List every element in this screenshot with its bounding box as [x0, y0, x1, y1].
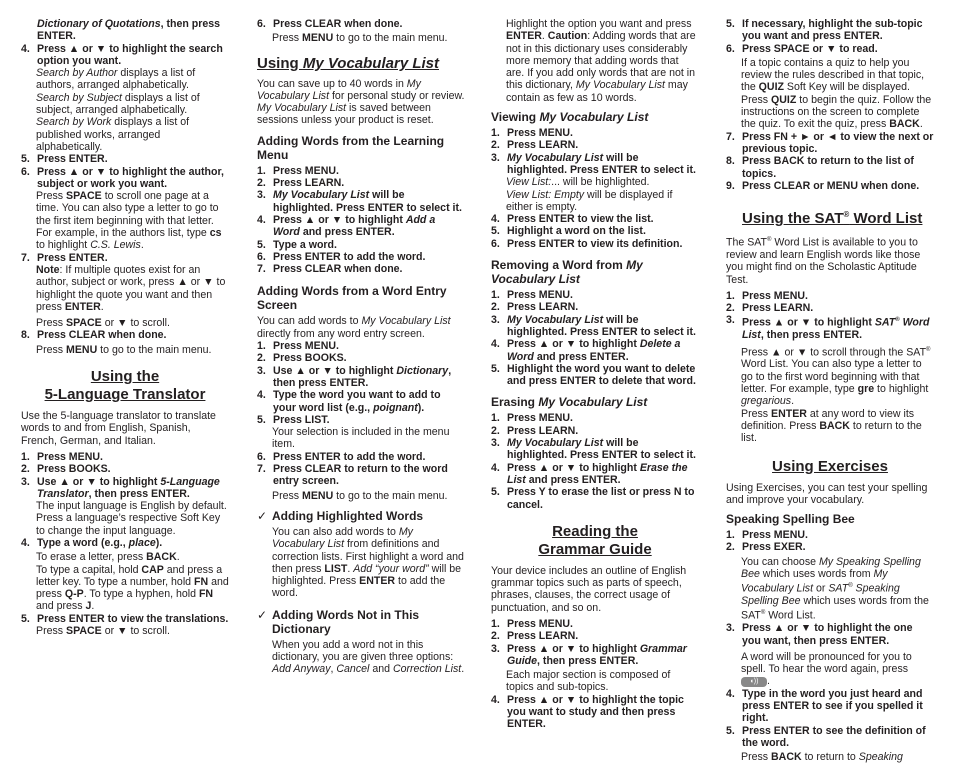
- exercise-step-1: 1. Press MENU.: [726, 529, 808, 542]
- entry-step-7: 7. Press CLEAR to return to the word entry screen.: [257, 463, 448, 488]
- step-6-detail: Press MENU to go to the main menu.: [272, 32, 448, 45]
- words-not-in-dictionary-text: When you add a word not in this dictionary, you are given three options: Add Anyway, Cancel and Correction List.: [272, 638, 465, 676]
- remove-step-1: 1. Press MENU.: [491, 289, 573, 302]
- grammar-step-2: 2. Press LEARN.: [491, 630, 579, 643]
- column-2: [257, 18, 465, 676]
- subheading-learning-menu: Adding Words from the Learning Menu: [257, 133, 445, 162]
- learn-step-1: 1. Press MENU.: [257, 164, 339, 177]
- caution-text: Highlight the option you want and press ENTER. Caution: Adding words that are not in this dictionary uses considerably more memory that adding words that are. If you add only words that are not in this dictionary, My Vocabulary List may contain as few as 10 words.: [506, 18, 696, 104]
- entry-step-7-detail: Press MENU to go to the main menu.: [272, 489, 448, 502]
- sat-step-2: 2. Press LEARN.: [726, 302, 814, 315]
- view-step-5: 5. Highlight a word on the list.: [491, 225, 646, 238]
- exercise-step-5-detail: Press BACK to return to Speaking: [741, 751, 903, 764]
- step-8: 8. Press CLEAR when done.: [21, 329, 167, 342]
- speaker-button-icon: ◖)): [741, 677, 767, 687]
- view-step-3: 3. My Vocabulary List will be highlighted. Press ENTER to select it.: [491, 151, 696, 176]
- learn-step-5: 5. Type a word.: [257, 238, 337, 251]
- remove-step-4: 4. Press ▲ or ▼ to highlight Delete a Word and press ENTER.: [491, 338, 681, 363]
- erase-step-4: 4. Press ▲ or ▼ to highlight Erase the List and press ENTER.: [491, 461, 688, 486]
- subheading-highlighted-words: ✓ Adding Highlighted Words: [257, 508, 424, 523]
- column-3: [491, 18, 699, 731]
- erase-step-2: 2. Press LEARN.: [491, 424, 579, 437]
- subheading-removing: Removing a Word from My Vocabulary List: [491, 258, 643, 287]
- translator-intro: Use the 5-language translator to translate words to and from English, Spanish, French, German, and Italian.: [21, 410, 216, 447]
- entry-step-1: 1. Press MENU.: [257, 340, 339, 353]
- step-8-detail: Press MENU to go to the main menu.: [36, 343, 212, 356]
- erase-step-3: 3. My Vocabulary List will be highlighted. Press ENTER to select it.: [491, 437, 696, 462]
- step-5: 5. Press ENTER.: [21, 153, 108, 166]
- view-step-4: 4. Press ENTER to view the list.: [491, 213, 654, 226]
- subheading-spelling-bee: Speaking Spelling Bee: [726, 512, 855, 527]
- grammar-step-5: 5. If necessary, highlight the sub-topic you want and press ENTER.: [726, 18, 923, 43]
- step-6-detail: Press SPACE to scroll one page at a time. You can also type a letter to go to the first item beginning with that letter. For example, in the authors list, type cs to highlight C.S. Lewis.: [36, 190, 222, 252]
- learn-step-7: 7. Press CLEAR when done.: [257, 263, 403, 276]
- grammar-step-6: 6. Press SPACE or ▼ to read.: [726, 42, 878, 55]
- exercise-step-4: 4. Type in the word you just heard and press ENTER to see if you spelled it right.: [726, 687, 923, 725]
- view-step-6: 6. Press ENTER to view its definition.: [491, 237, 683, 250]
- sat-step-1: 1. Press MENU.: [726, 289, 808, 302]
- exercise-step-5: 5. Press ENTER to see the definition of the word.: [726, 724, 926, 749]
- column-1: [21, 18, 229, 637]
- section-heading-translator: Using the 5-Language Translator: [44, 368, 206, 404]
- exercise-step-2-detail: You can choose My Speaking Spelling Bee which uses words from My Vocabulary List or SAT® Speaking Spelling Bee which uses words from the SAT® Word List.: [741, 555, 929, 622]
- entry-step-5-detail: Your selection is included in the menu item.: [272, 426, 450, 451]
- section-heading-sat: Using the SAT® Word List: [742, 210, 923, 228]
- exercise-step-3-detail: A word will be pronounced for you to spell. To hear the word again, press ◖)) .: [741, 650, 912, 688]
- vocab-list-intro: You can save up to 40 words in My Vocabulary List for personal study or review. My Vocabulary List is saved between sessions unless your product is reset.: [257, 77, 465, 127]
- view-step-2: 2. Press LEARN.: [491, 139, 579, 152]
- remove-step-5: 5. Highlight the word you want to delete and press ENTER to delete that word.: [491, 362, 696, 388]
- grammar-intro: Your device includes an outline of English grammar topics such as parts of speech, phrases, clauses, the correct usage of punctuation, and so on.: [491, 564, 687, 614]
- step-6: 6. Press CLEAR when done.: [257, 18, 403, 30]
- sat-step-3-detail: Press ▲ or ▼ to scroll through the SAT® Word List. You can also type a letter to go to the first word beginning with that letter. For example, type gre to highlight gregarious.: [741, 346, 931, 408]
- learn-step-4: 4. Press ▲ or ▼ to highlight Add a Word and press ENTER.: [257, 213, 436, 239]
- translator-step-4-detail: To erase a letter, press BACK.: [36, 551, 180, 564]
- entry-step-6: 6. Press ENTER to add the word.: [257, 450, 426, 463]
- sat-step-3-detail: Press ENTER at any word to view its definition. Press BACK to return to the list.: [741, 407, 922, 445]
- learn-step-2: 2. Press LEARN.: [257, 177, 345, 190]
- grammar-step-9: 9. Press CLEAR or MENU when done.: [726, 179, 920, 192]
- step-7: 7. Press ENTER.: [21, 251, 108, 264]
- exercise-step-3: 3. Press ▲ or ▼ to highlight the one you want, then press ENTER.: [726, 622, 913, 647]
- section-heading-vocab-list: Using My Vocabulary List: [257, 54, 439, 72]
- translator-step-1: 1. Press MENU.: [21, 450, 103, 463]
- view-step-3-detail: View List: Empty will be displayed if either is empty.: [506, 188, 673, 213]
- entry-step-3: 3. Use ▲ or ▼ to highlight Dictionary, then press ENTER.: [257, 364, 452, 389]
- exercises-intro: Using Exercises, you can test your spelling and improve your vocabulary.: [726, 481, 928, 506]
- translator-step-3: 3. Use ▲ or ▼ to highlight 5-Language Translator, then press ENTER.: [21, 475, 220, 500]
- continued-step: Dictionary of Quotations, then press ENTER.: [37, 18, 221, 43]
- erase-step-5: 5. Press Y to erase the list or press N to cancel.: [491, 486, 695, 511]
- entry-step-4: 4. Type the word you want to add to your word list (e.g., poignant).: [257, 389, 441, 414]
- step-4: 4. Press ▲ or ▼ to highlight the search option you want.: [21, 42, 223, 67]
- step-7-note: Note: If multiple quotes exist for an author, subject or work, press ▲ or ▼ to highlight the quote you want and then press ENTER.: [36, 263, 226, 313]
- translator-step-2: 2. Press BOOKS.: [21, 463, 111, 476]
- translator-step-5: 5. Press ENTER to view the translations.: [21, 612, 229, 625]
- grammar-step-7: 7. Press FN + ► or ◄ to view the next or previous topic.: [726, 130, 934, 155]
- step-4-detail: Search by Author displays a list of authors, arranged alphabetically.: [36, 67, 196, 92]
- grammar-step-4: 4. Press ▲ or ▼ to highlight the topic you want to study and then press ENTER.: [491, 693, 684, 731]
- translator-step-4-detail: To type a capital, hold CAP and press a letter key. To type a number, hold FN and press Q-P. To type a hyphen, hold FN and press J.: [36, 563, 229, 613]
- checkmark-icon: ✓: [257, 607, 268, 622]
- learn-step-6: 6. Press ENTER to add the word.: [257, 250, 426, 263]
- column-4: [726, 18, 934, 764]
- view-step-1: 1. Press MENU.: [491, 127, 573, 140]
- step-7-detail: Press SPACE or ▼ to scroll.: [36, 317, 170, 330]
- section-heading-exercises: Using Exercises: [772, 457, 888, 475]
- grammar-step-6-detail: If a topic contains a quiz to help you review the rules described in that topic, the QUIZ Soft Key will be displayed. Press QUIZ to begin the quiz. Follow the instructions on the screen to complete the quiz. To exit the quiz, press BACK.: [741, 56, 932, 131]
- step-4-detail: Search by Work displays a list of published works, arranged alphabetically.: [36, 116, 190, 153]
- exercise-step-2: 2. Press EXER.: [726, 541, 806, 554]
- entry-step-5: 5. Press LIST.: [257, 413, 330, 426]
- translator-step-4: 4. Type a word (e.g., place).: [21, 536, 163, 549]
- remove-step-2: 2. Press LEARN.: [491, 301, 579, 314]
- step-4-detail: Search by Subject displays a list of subject, arranged alphabetically.: [36, 91, 200, 117]
- sat-step-3: 3. Press ▲ or ▼ to highlight SAT® Word List, then press ENTER.: [726, 314, 930, 342]
- subheading-erasing: Erasing My Vocabulary List: [491, 395, 648, 410]
- subheading-words-not-in-dictionary: ✓ Adding Words Not in This Dictionary: [257, 607, 420, 636]
- translator-step-5-detail: Press SPACE or ▼ to scroll.: [36, 625, 170, 638]
- entry-step-2: 2. Press BOOKS.: [257, 352, 347, 365]
- grammar-step-1: 1. Press MENU.: [491, 617, 573, 630]
- grammar-step-8: 8. Press BACK to return to the list of topics.: [726, 155, 914, 180]
- grammar-step-3-detail: Each major section is composed of topics and sub-topics.: [506, 669, 671, 694]
- translator-step-3-detail: The input language is English by default. Press a language’s respective Soft Key to change the input language.: [36, 500, 227, 537]
- word-entry-intro: You can add words to My Vocabulary List directly from any word entry screen.: [257, 315, 451, 340]
- section-heading-grammar-guide: Reading the Grammar Guide: [538, 522, 652, 558]
- erase-step-1: 1. Press MENU.: [491, 412, 573, 425]
- highlighted-words-text: You can also add words to My Vocabulary List from definitions and correction lists. First highlight a word and then press LIST. Add “your word” will be highlighted. Press ENTER to add the word.: [272, 525, 464, 600]
- grammar-step-3: 3. Press ▲ or ▼ to highlight Grammar Guide, then press ENTER.: [491, 642, 687, 667]
- view-step-3-detail: View List:... will be highlighted.: [506, 176, 650, 189]
- step-6: 6. Press ▲ or ▼ to highlight the author, subject or work you want.: [21, 165, 224, 190]
- remove-step-3: 3. My Vocabulary List will be highlighted. Press ENTER to select it.: [491, 313, 696, 338]
- sat-intro: The SAT® Word List is available to you to review and learn English words like those you might find on the Scholastic Aptitude Test.: [726, 236, 921, 286]
- subheading-viewing: Viewing My Vocabulary List: [491, 110, 649, 125]
- learn-step-3: 3. My Vocabulary List will be highlighted. Press ENTER to select it.: [257, 189, 462, 214]
- subheading-word-entry: Adding Words from a Word Entry Screen: [257, 284, 447, 313]
- checkmark-icon: ✓: [257, 508, 268, 523]
